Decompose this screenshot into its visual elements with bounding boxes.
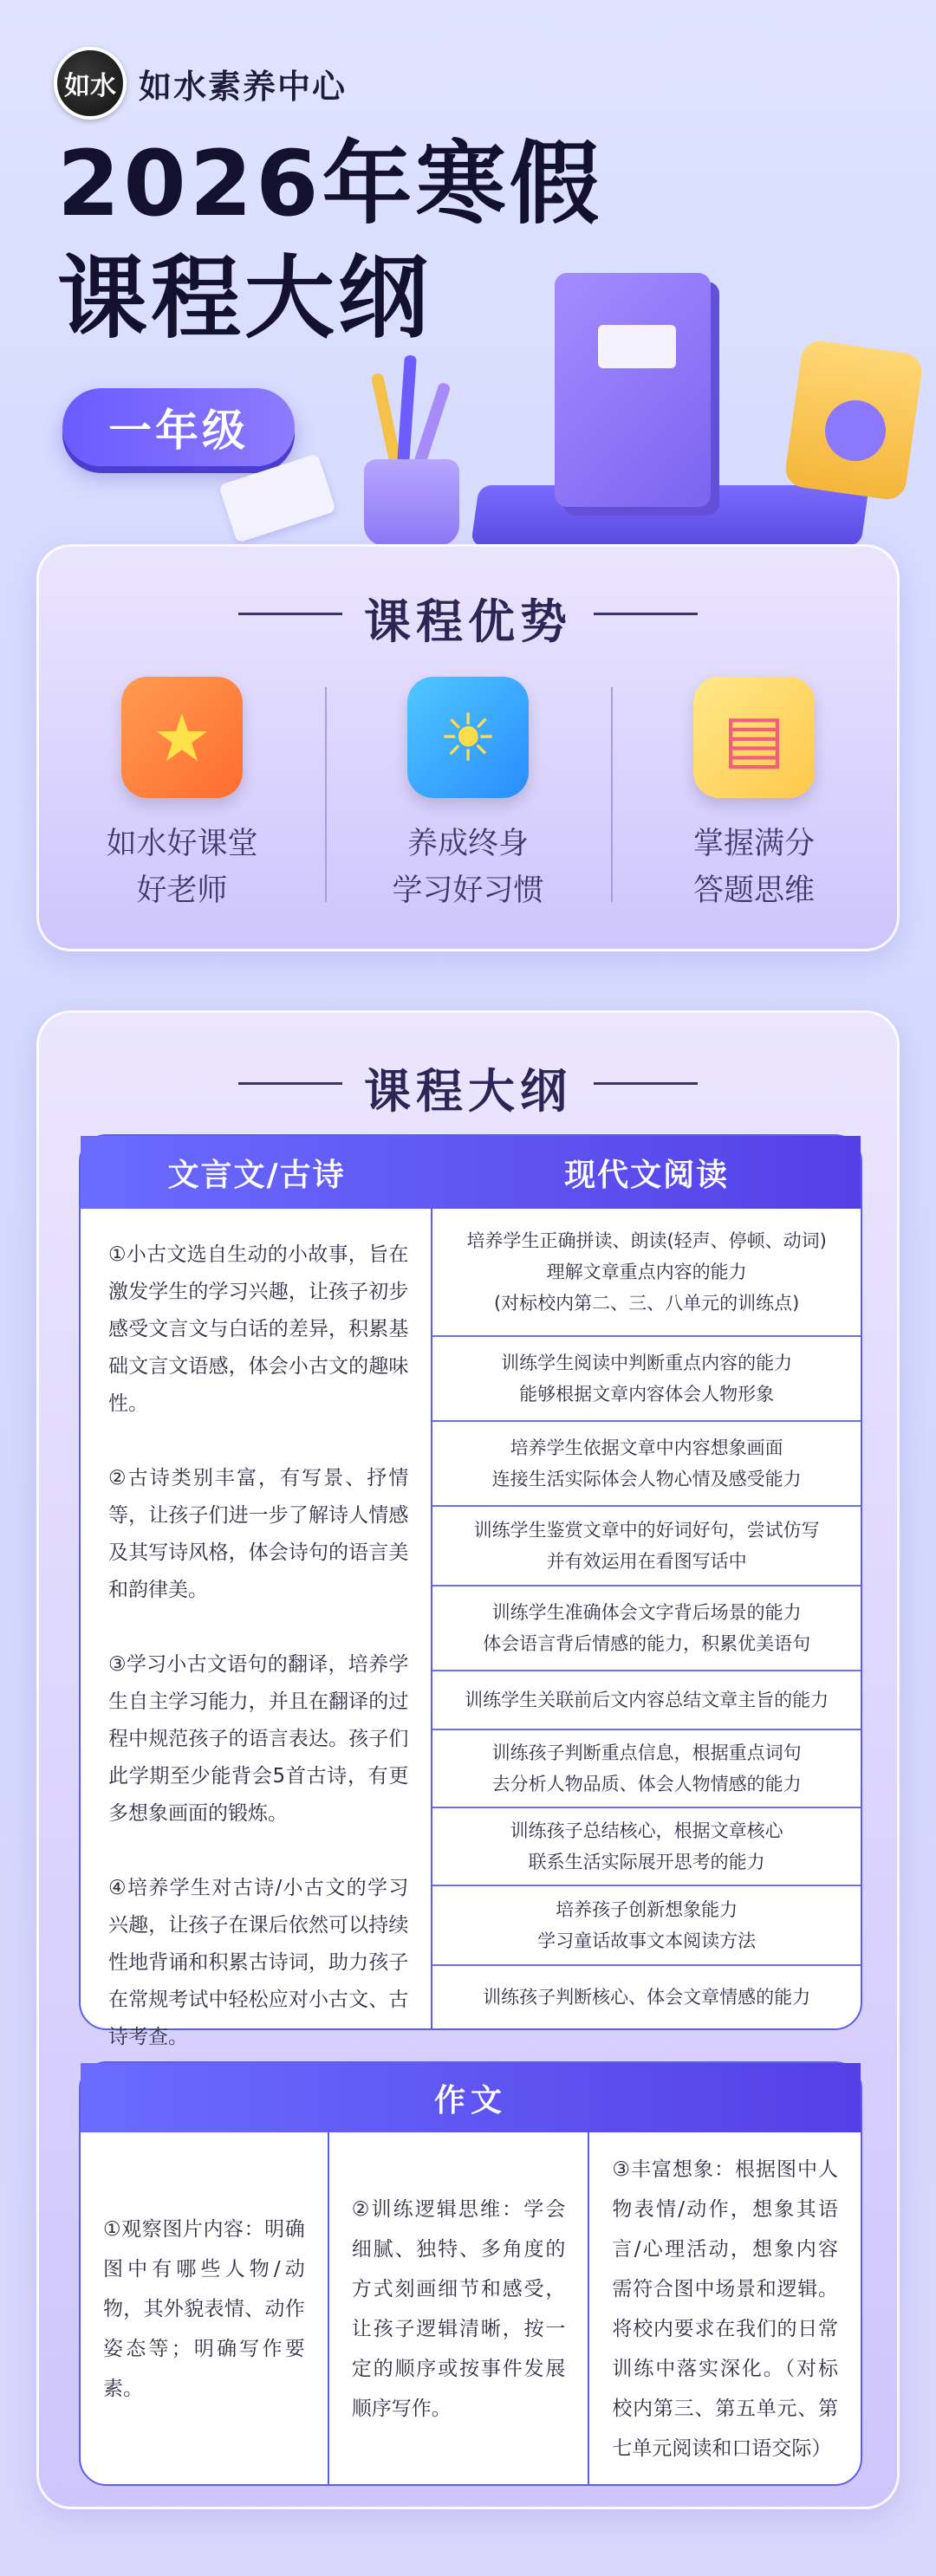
outline-title: 课程大纲 [364,1064,572,1119]
modern-reading-row [432,1507,861,1586]
modern-reading-row [432,1586,861,1671]
row-line: 能够根据文章内容体会人物形象 [519,1384,775,1405]
brand-logo-row [54,47,347,120]
composition-cell: ①观察图片内容：明确图中有哪些人物/动物，其外貌表情、动作姿态等；明确写作要素。 [103,2218,305,2400]
row-line: (对标校内第二、三、八单元的训练点) [493,1293,800,1314]
modern-reading-row [432,1337,861,1422]
modern-reading-row [432,1886,861,1966]
composition-cell: ③丰富想象：根据图中人物表情/动作，想象其语言/心理活动，想象内容需符合图中场景和逻辑。将校内要求在我们的日常训练中落实深化。（对标校内第三、第五单元、第七单元阅读和口语交际） [588,2132,861,2486]
title-divider-right [594,1082,698,1085]
book-illustration [555,273,711,507]
advantage-line: 学习好习惯 [392,873,544,908]
classical-paragraph: ③学习小古文语句的翻译，培养学生自主学习能力，并且在翻译的过程中规范孩子的语言表达。孩子们此学期至少能背会5首古诗，有更多想象画面的锻炼。 [108,1653,409,1825]
outline-table-body [81,1209,861,2048]
classical-paragraph: ②古诗类别丰富，有写景、抒情等，让孩子们进一步了解诗人情感及其写诗风格，体会诗句的语言美和韵律美。 [108,1467,409,1601]
classical-paragraph: ①小古文选自生动的小故事，旨在激发学生的学习兴趣，让孩子初步感受文言文与白话的差异，积累基础文言文语感，体会小古文的趣味性。 [108,1243,409,1415]
book-label-illustration [598,325,676,368]
row-line: 学习童话故事文本阅读方法 [537,1930,757,1951]
outline-table-header [81,1136,861,1209]
advantage-line: 好老师 [136,873,228,908]
advantage-line: 养成终身 [406,827,529,861]
page-title-line1: 2026年寒假 [57,131,603,237]
row-line: 去分析人物品质、体会人物情感的能力 [491,1774,802,1794]
row-line: 训练学生阅读中判断重点内容的能力 [501,1353,793,1373]
paper-illustration [218,453,336,543]
advantage-line: 答题思维 [692,873,815,908]
modern-reading-row [432,1671,861,1730]
composition-cell: ②训练逻辑思维：学会细腻、独特、多角度的方式刻画细节和感受，让孩子逻辑清晰，按一定的顺序或按事件发展顺序写作。 [328,2132,588,2486]
outline-card [36,1010,900,2509]
advantage-line: 如水好课堂 [106,827,258,861]
advantage-item [325,677,611,914]
page-title-line2: 课程大纲 [57,245,432,351]
row-line: 训练学生关联前后文内容总结文章主旨的能力 [465,1690,829,1710]
row-line: 理解文章重点内容的能力 [546,1262,747,1282]
advantage-text [392,821,543,914]
notepad-icon: ▤ [693,677,815,798]
composition-table [79,2061,862,2486]
lightbulb-icon: ☀ [407,677,529,798]
modern-reading-row [432,1808,861,1886]
row-line: 培养孩子创新想象能力 [556,1899,738,1920]
column-header-classical: 文言文/古诗 [167,1157,346,1193]
row-line: 训练孩子判断重点信息，根据重点词句 [491,1742,802,1763]
advantages-card [36,544,900,951]
star-icon: ★ [121,677,243,798]
grade-badge: 一年级 [62,388,295,466]
advantages-title: 课程优势 [364,594,572,649]
row-line: 训练孩子总结核心，根据文章核心 [510,1820,783,1841]
advantage-text [693,821,815,914]
pencil-cup-illustration [364,459,459,546]
composition-body [81,2132,861,2486]
advantage-line: 掌握满分 [692,827,815,861]
row-line: 连接生活实际体会人物心情及感受能力 [491,1469,802,1489]
classical-paragraph: ④培养学生对古诗/小古文的学习兴趣，让孩子在课后依然可以持续性地背诵和积累古诗词，助力孩子在常规考试中轻松应对小古文、古诗考查。 [108,1877,409,2048]
advantage-item [39,677,325,914]
modern-reading-cells [432,1209,861,2028]
modern-reading-row [432,1422,861,1507]
row-line: 培养学生依据文章中内容想象画面 [510,1437,783,1458]
row-line: 并有效运用在看图写话中 [546,1551,747,1572]
row-line: 体会语言背后情感的能力，积累优美语句 [483,1633,811,1654]
outline-table [79,1134,862,2048]
title-divider-right [594,613,698,615]
row-line: 培养学生正确拼读、朗读(轻声、停顿、动词) [466,1230,827,1251]
advantages-list [39,677,897,914]
composition-header: 作文 [81,2063,861,2132]
row-line: 联系生活实际展开思考的能力 [528,1852,765,1872]
brand-logo-icon: 如水 [54,47,127,120]
brand-name: 如水素养中心 [139,67,348,106]
modern-reading-row [432,1209,861,1337]
advantage-text [106,821,257,914]
advantage-item [611,677,897,914]
modern-reading-row [432,1966,861,2028]
column-header-modern-reading: 现代文阅读 [564,1157,730,1193]
row-line: 训练学生准确体会文字背后场景的能力 [491,1602,802,1623]
row-line: 训练学生鉴赏文章中的好词好句，尝试仿写 [473,1520,820,1541]
classical-content-cell [81,1209,432,2048]
row-line: 训练孩子判断核心、体会文章情感的能力 [483,1987,811,2008]
modern-reading-row [432,1730,861,1808]
